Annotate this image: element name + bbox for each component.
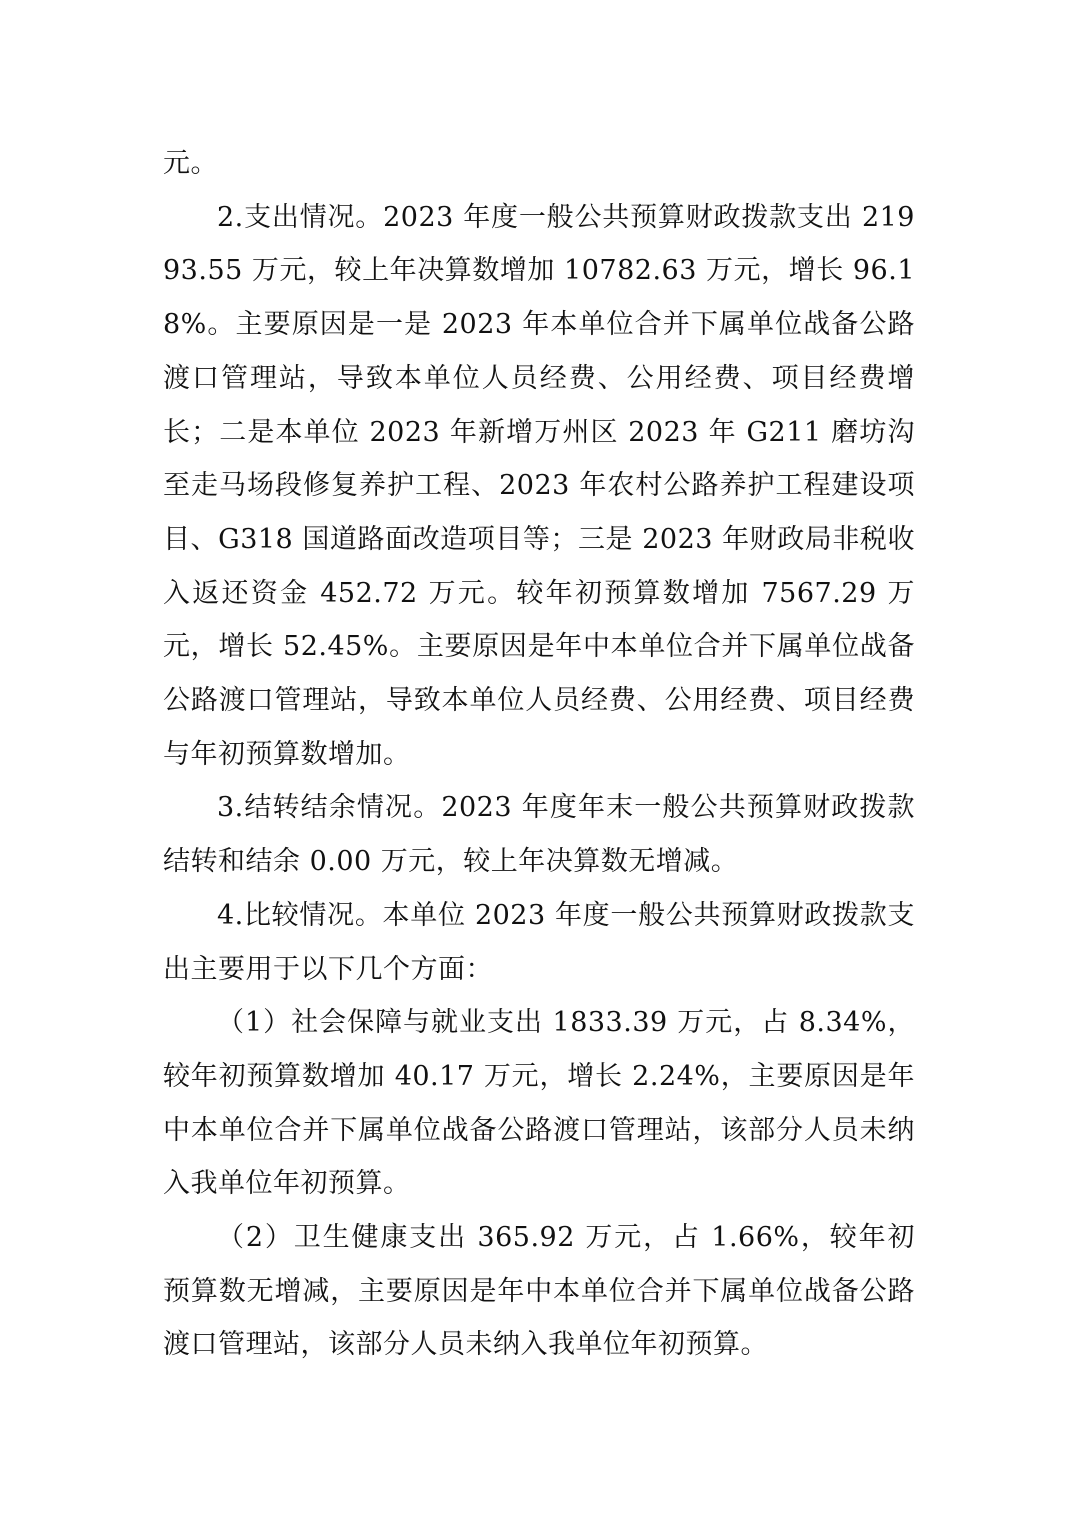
paragraph-health: （2）卫生健康支出 365.92 万元，占 1.66%，较年初预算数无增减，主要原因是年中本单位合并下属单位战备公路渡口管理站，该部分人员未纳入我单位年初预算。: [163, 1222, 915, 1361]
paragraph-comparison: 4.比较情况。本单位 2023 年度一般公共预算财政拨款支出主要用于以下几个方面：: [163, 899, 915, 985]
paragraph-carryover: 3.结转结余情况。2023 年度年末一般公共预算财政拨款结转和结余 0.00 万元，较上年决算数无增减。: [163, 792, 915, 878]
body-text: [163, 137, 915, 1372]
paragraph-expenditure: 2.支出情况。2023 年度一般公共预算财政拨款支出 21993.55 万元，较上年决算数增加 10782.63 万元，增长 96.18%。主要原因是一是 2023 年本单位合并下属单位战备公路渡口管理站，导致本单位人员经费、公用经费、项目经费增长；二是本单位 2023 年新增万州区 2023 年 G211 磨坊沟至走马场段修复养护工程、2023 年农村公路养护工程建设项目、G318 国道路面改造项目等；三是 2023 年财政局非税收入返还资金 452.72 万元。较年初预算数增加 7567.29 万元，增长 52.45%。主要原因是年中本单位合并下属单位战备公路渡口管理站，导致本单位人员经费、公用经费、项目经费与年初预算数增加。: [163, 201, 915, 770]
paragraph-social-security: （1）社会保障与就业支出 1833.39 万元，占 8.34%，较年初预算数增加 40.17 万元，增长 2.24%，主要原因是年中本单位合并下属单位战备公路渡口管理站，该部分人员未纳入我单位年初预算。: [163, 1007, 915, 1200]
paragraph-continuation: 元。: [163, 148, 218, 179]
